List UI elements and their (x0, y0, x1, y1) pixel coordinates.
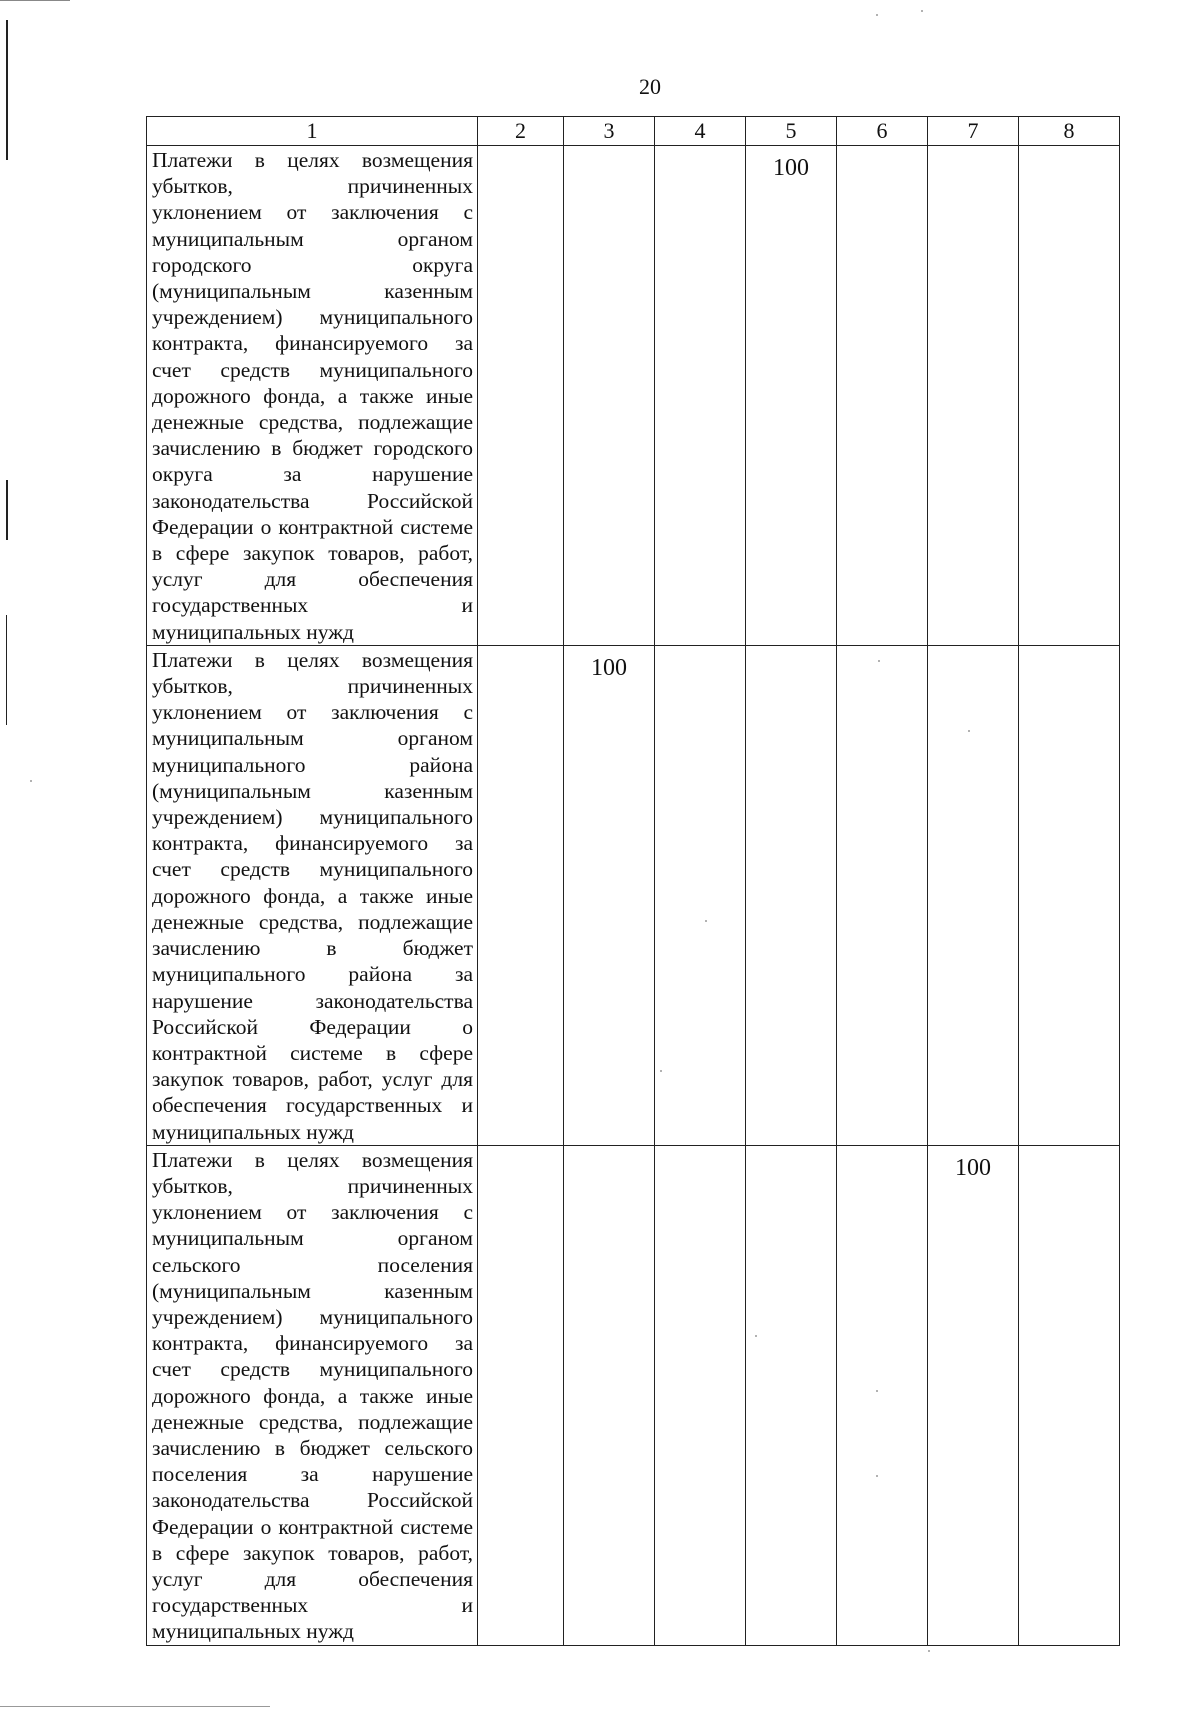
value-cell (478, 1145, 564, 1645)
scan-speck (878, 660, 880, 662)
scan-speck (30, 780, 32, 782)
column-header: 8 (1019, 117, 1120, 146)
budget-table (146, 116, 1120, 1646)
column-header: 4 (655, 117, 746, 146)
column-header: 5 (746, 117, 837, 146)
value-cell (564, 1145, 655, 1645)
value-cell (746, 1145, 837, 1645)
scan-speck (928, 1650, 930, 1652)
value-cell (1019, 1145, 1120, 1645)
value-cell (655, 1145, 746, 1645)
column-header: 2 (478, 117, 564, 146)
column-header: 1 (147, 117, 478, 146)
header-row (147, 117, 1120, 146)
scan-top-line (0, 0, 70, 1)
value-cell: 100 (928, 1145, 1019, 1645)
value-cell: 100 (564, 645, 655, 1145)
row-description: Платежи в целях возмещения убытков, причиненных уклонением от заключения с муниципальным органом муниципального района (муниципальным казенным учреждением) муниципального контракта, финансируемого за счет средств муниципального дорожного фонда, а также иные денежные средства, подлежащие зачислению в бюджет муниципального района за нарушение законодательства Российской Федерации о контрактной системе в сфере закупок товаров, работ, услуг для обеспечения государственных и муниципальных нужд (147, 645, 478, 1145)
value-cell (1019, 146, 1120, 646)
page-number: 20 (639, 74, 661, 99)
value-cell (655, 645, 746, 1145)
value-cell: 100 (746, 146, 837, 646)
scan-speck (876, 1390, 878, 1392)
scan-edge-line (6, 480, 8, 540)
column-header: 7 (928, 117, 1019, 146)
scan-speck (755, 1335, 757, 1337)
value-cell (478, 645, 564, 1145)
value-cell (837, 645, 928, 1145)
column-header: 6 (837, 117, 928, 146)
value-cell (478, 146, 564, 646)
value-cell (1019, 645, 1120, 1145)
value-cell (928, 146, 1019, 646)
scan-speck (705, 920, 707, 922)
table-row (147, 146, 1120, 646)
table-row (147, 645, 1120, 1145)
scan-bottom-line (0, 1706, 270, 1707)
value-cell (928, 645, 1019, 1145)
row-description: Платежи в целях возмещения убытков, причиненных уклонением от заключения с муниципальным органом сельского поселения (муниципальным казенным учреждением) муниципального контракта, финансируемого за счет средств муниципального дорожного фонда, а также иные денежные средства, подлежащие зачислению в бюджет сельского поселения за нарушение законодательства Российской Федерации о контрактной системе в сфере закупок товаров, работ, услуг для обеспечения государственных и муниципальных нужд (147, 1145, 478, 1645)
scan-speck (876, 1475, 878, 1477)
scan-edge-line (6, 615, 7, 725)
column-header: 3 (564, 117, 655, 146)
scan-speck (968, 730, 970, 732)
scan-speck (660, 1070, 662, 1072)
scan-speck (921, 10, 923, 12)
value-cell (655, 146, 746, 646)
value-cell (564, 146, 655, 646)
value-cell (746, 645, 837, 1145)
value-cell (837, 1145, 928, 1645)
scan-speck (876, 14, 878, 16)
table-row (147, 1145, 1120, 1645)
value-cell (837, 146, 928, 646)
row-description: Платежи в целях возмещения убытков, причиненных уклонением от заключения с муниципальным органом городского округа (муниципальным казенным учреждением) муниципального контракта, финансируемого за счет средств муниципального дорожного фонда, а также иные денежные средства, подлежащие зачислению в бюджет городского округа за нарушение законодательства Российской Федерации о контрактной системе в сфере закупок товаров, работ, услуг для обеспечения государственных и муниципальных нужд (147, 146, 478, 646)
